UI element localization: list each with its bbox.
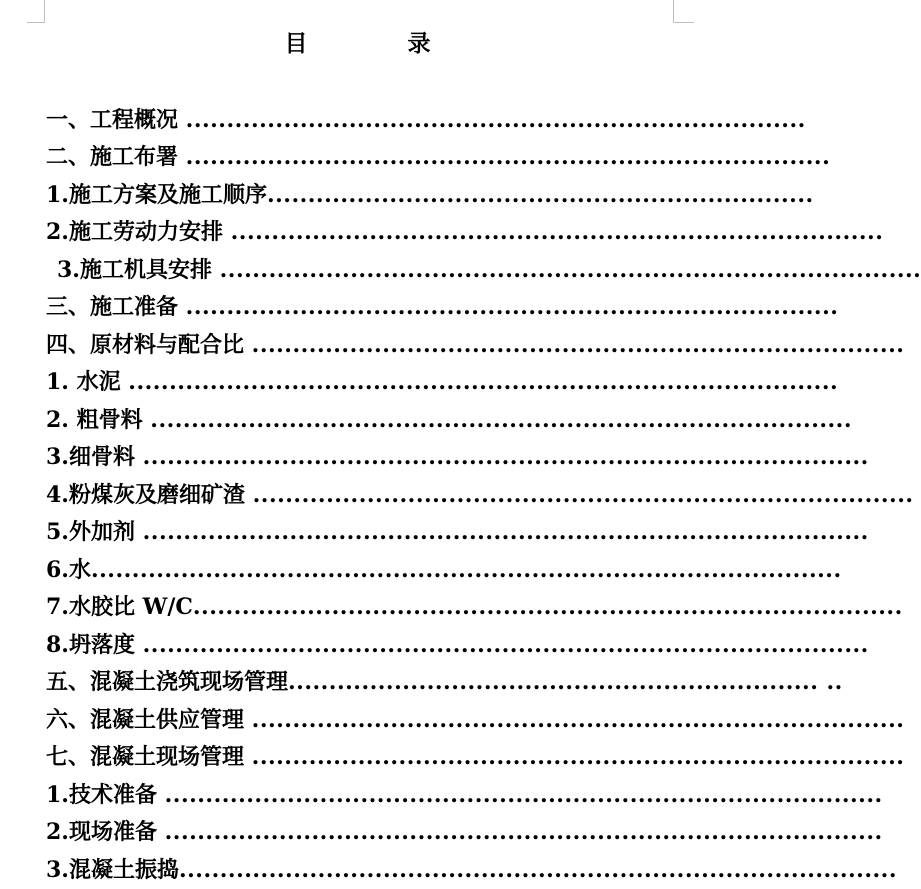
toc-entry-leader: ...................................................................................... — [150, 407, 852, 433]
toc-entry-leader: ........................................................................................ — [178, 857, 897, 883]
toc-entry-label: 4.粉煤灰及磨细矿渣 — [46, 482, 253, 508]
toc-entry-leader: ................................................................................ — [251, 707, 905, 733]
toc-entry-leader: ................................................................................ — [185, 294, 839, 320]
toc-entry[interactable] — [46, 851, 897, 889]
toc-entry-label: 2.现场准备 — [46, 819, 165, 845]
toc-entry-label: 2. 粗骨料 — [46, 407, 151, 433]
toc-entry-label: 二、施工布署 — [46, 144, 186, 170]
toc-entry[interactable] — [46, 588, 903, 626]
toc-entry[interactable] — [46, 176, 814, 214]
toc-entry[interactable] — [46, 363, 839, 401]
toc-entry-leader: ................................................................................ — [251, 744, 905, 770]
toc-entry-label: 六、混凝土供应管理 — [46, 707, 252, 733]
toc-entry-leader: ................................................................................ — [251, 332, 905, 358]
toc-entry-label: 三、施工准备 — [46, 294, 186, 320]
toc-entry[interactable] — [46, 551, 842, 589]
toc-entry-label: 8.坍落度 — [46, 632, 143, 658]
toc-entry-label: 四、原材料与配合比 — [46, 332, 252, 358]
toc-entry-leader: ........................................................................................ — [164, 819, 883, 845]
toc-entry-leader: ............................................................................................ — [90, 557, 842, 583]
toc-entry-label: 1.技术准备 — [46, 782, 165, 808]
toc-entry-leader: ......................................................................................... — [142, 444, 869, 470]
toc-entry-label: 2.施工劳动力安排 — [46, 219, 231, 245]
toc-entry[interactable] — [46, 438, 869, 476]
crop-mark-top-left — [27, 0, 45, 23]
toc-entry-label: 五、混凝土浇筑现场管理 — [46, 669, 289, 695]
crop-mark-top-right — [673, 0, 694, 23]
toc-entry-label: 七、混凝土现场管理 — [46, 744, 252, 770]
toc-entry-label: 1. 水泥 — [46, 369, 129, 395]
toc-entry-leader: ............................................................................... — [185, 144, 831, 170]
toc-entry-leader: ......................................................................................... — [142, 519, 869, 545]
toc-entry[interactable] — [46, 813, 883, 851]
toc-entry[interactable] — [46, 476, 914, 514]
toc-entry-leader: ................................................................. .. — [288, 669, 843, 695]
toc-entry-label: 3.施工机具安排 — [57, 257, 220, 283]
toc-entry[interactable] — [46, 213, 884, 251]
toc-entry-leader: ...................................................................................... — [219, 257, 921, 283]
toc-entry-label: 6.水 — [46, 557, 91, 583]
toc-entry[interactable] — [46, 701, 905, 739]
toc-entry-leader: ................................................................... — [266, 182, 814, 208]
toc-entry-leader: ....................................................................................... — [192, 594, 903, 620]
toc-entry-leader: ....................................................................................... — [128, 369, 839, 395]
toc-entry-leader: ................................................................................. — [252, 482, 914, 508]
toc-entry[interactable] — [46, 738, 905, 776]
toc-entry-leader: ............................................................................ — [185, 107, 806, 133]
toc-title: 目 录 — [284, 30, 477, 57]
toc-entry-label: 3.混凝土振捣 — [46, 857, 179, 883]
toc-entry-label: 1.施工方案及施工顺序 — [46, 182, 267, 208]
toc-entry-leader: ................................................................................ — [230, 219, 884, 245]
toc-entry[interactable] — [46, 101, 806, 139]
toc-entry-leader: ......................................................................................... — [142, 632, 869, 658]
toc-entry[interactable] — [46, 288, 839, 326]
toc-entry[interactable] — [46, 138, 831, 176]
toc-entry[interactable] — [46, 401, 852, 439]
toc-entry-label: 3.细骨料 — [46, 444, 143, 470]
toc-entry[interactable] — [46, 326, 905, 364]
toc-entry[interactable] — [46, 776, 883, 814]
toc-entry[interactable] — [57, 251, 921, 289]
toc-entry-label: 5.外加剂 — [46, 519, 143, 545]
toc-entry[interactable] — [46, 626, 869, 664]
toc-entry[interactable] — [46, 663, 843, 701]
toc-entry-label: 7.水胶比 W/C — [46, 594, 193, 620]
toc-entry[interactable] — [46, 513, 869, 551]
toc-entry-label: 一、工程概况 — [46, 107, 186, 133]
toc-entry-leader: ........................................................................................ — [164, 782, 883, 808]
